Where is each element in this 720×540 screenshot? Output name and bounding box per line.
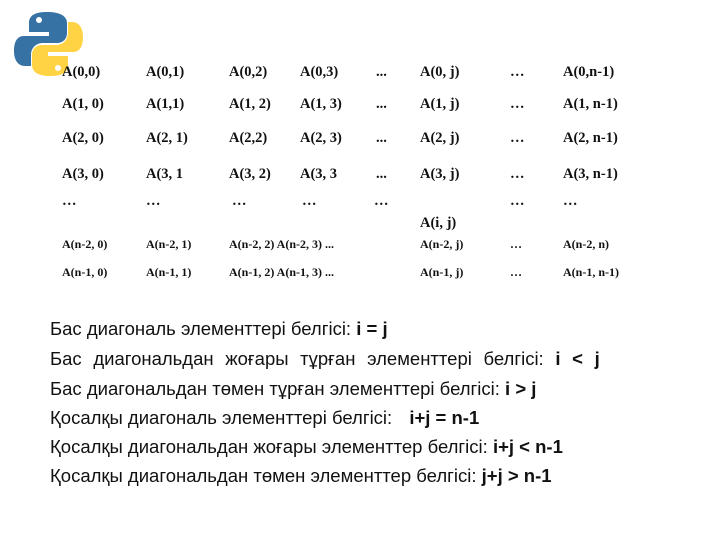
rule-formula: i+j = n-1: [409, 407, 480, 428]
matrix-cell: A(n-1, j): [420, 265, 464, 279]
matrix-cell: A(n-1, n-1): [563, 265, 619, 279]
matrix-cell: A(3, 3: [300, 166, 338, 182]
matrix-cell: A(2, 3): [300, 130, 342, 146]
matrix-cell: A(2, n-1): [563, 130, 618, 146]
rule-formula: i = j: [356, 318, 388, 339]
matrix-cell: A(0,n-1): [563, 64, 615, 80]
matrix-cell: A(2, 1): [146, 130, 188, 146]
matrix-cell: A(1, 3): [300, 96, 342, 112]
rule-text: Қосалқы диагональ элементтері белгісі:: [50, 407, 393, 428]
rule-text: Бас диагональдан төмен тұрған элементтері белгісі:: [50, 378, 500, 399]
matrix-cell: A(2, j): [420, 130, 460, 146]
matrix-cell: …: [146, 193, 161, 209]
rule-formula: i < j: [555, 348, 600, 369]
matrix-cell: …: [302, 193, 317, 209]
matrix-cell: A(0,1): [146, 64, 185, 80]
matrix-cell: A(1, j): [420, 96, 460, 112]
matrix-cell: A(n-2, 0): [62, 237, 108, 251]
matrix-cell: …: [232, 193, 247, 209]
matrix-cell: A(n-2, 1): [146, 237, 192, 251]
matrix-cell: ...: [376, 96, 387, 112]
matrix-cell: …: [510, 166, 525, 182]
rule-text: Қосалқы диагональдан төмен элементтер белгісі:: [50, 465, 477, 486]
matrix-cell: …: [62, 193, 77, 209]
matrix-cell: …: [510, 193, 525, 209]
matrix-cell: A(3, j): [420, 166, 460, 182]
matrix-cell: A(n-2, n): [563, 237, 610, 251]
matrix-cell: A(0,0): [62, 64, 101, 80]
matrix-cell: ...: [376, 166, 387, 182]
matrix-cell: A(2, 0): [62, 130, 104, 146]
matrix-cell: …: [510, 237, 522, 251]
rule-text: Бас диагональдан жоғары тұрған элементтері белгісі:: [50, 348, 544, 369]
rule-text: Қосалқы диагональдан жоғары элементтер белгісі:: [50, 436, 488, 457]
matrix-cell: A(0, j): [420, 64, 460, 80]
rule-text: Бас диагональ элементтері белгісі:: [50, 318, 352, 339]
rule-formula: i > j: [505, 378, 537, 399]
matrix-cell: A(3, n-1): [563, 166, 618, 182]
matrix-cell: A(n-2, 2) A(n-2, 3) ...: [229, 237, 334, 251]
matrix-cell: A(n-2, j): [420, 237, 464, 251]
matrix-cell: A(0,3): [300, 64, 339, 80]
rule-main-diagonal: [50, 320, 388, 339]
rule-formula: j+j > n-1: [481, 465, 552, 486]
rule-below-main-diagonal: [50, 380, 536, 399]
matrix-cell: …: [510, 96, 525, 112]
rule-above-main-diagonal: [50, 350, 600, 369]
matrix-cell: A(1,1): [146, 96, 185, 112]
rule-formula: i+j < n-1: [492, 436, 563, 457]
matrix-cell: A(3, 1: [146, 166, 184, 182]
matrix-cell: A(3, 2): [229, 166, 271, 182]
matrix-cell: ...: [376, 64, 387, 80]
matrix-cell: …: [510, 64, 525, 80]
matrix-cell: A(n-1, 2) A(n-1, 3) ...: [229, 265, 334, 279]
rule-below-secondary-diagonal: [50, 467, 552, 486]
matrix-cell: …: [510, 130, 525, 146]
matrix-cell: …: [510, 265, 522, 279]
matrix-cell: A(3, 0): [62, 166, 104, 182]
matrix-cell: A(0,2): [229, 64, 268, 80]
matrix-cell: A(n-1, 1): [146, 265, 192, 279]
matrix-cell: A(1, 2): [229, 96, 271, 112]
matrix-cell: A(i, j): [420, 215, 457, 231]
matrix-cell: A(1, n-1): [563, 96, 618, 112]
matrix-cell: …: [374, 193, 389, 209]
matrix-cell: ...: [376, 130, 387, 146]
matrix-cell: A(n-1, 0): [62, 265, 108, 279]
matrix-cell: …: [563, 193, 578, 209]
matrix-cell: A(1, 0): [62, 96, 104, 112]
matrix-cell: A(2,2): [229, 130, 268, 146]
rule-secondary-diagonal: [50, 409, 479, 428]
rule-above-secondary-diagonal: [50, 438, 563, 457]
